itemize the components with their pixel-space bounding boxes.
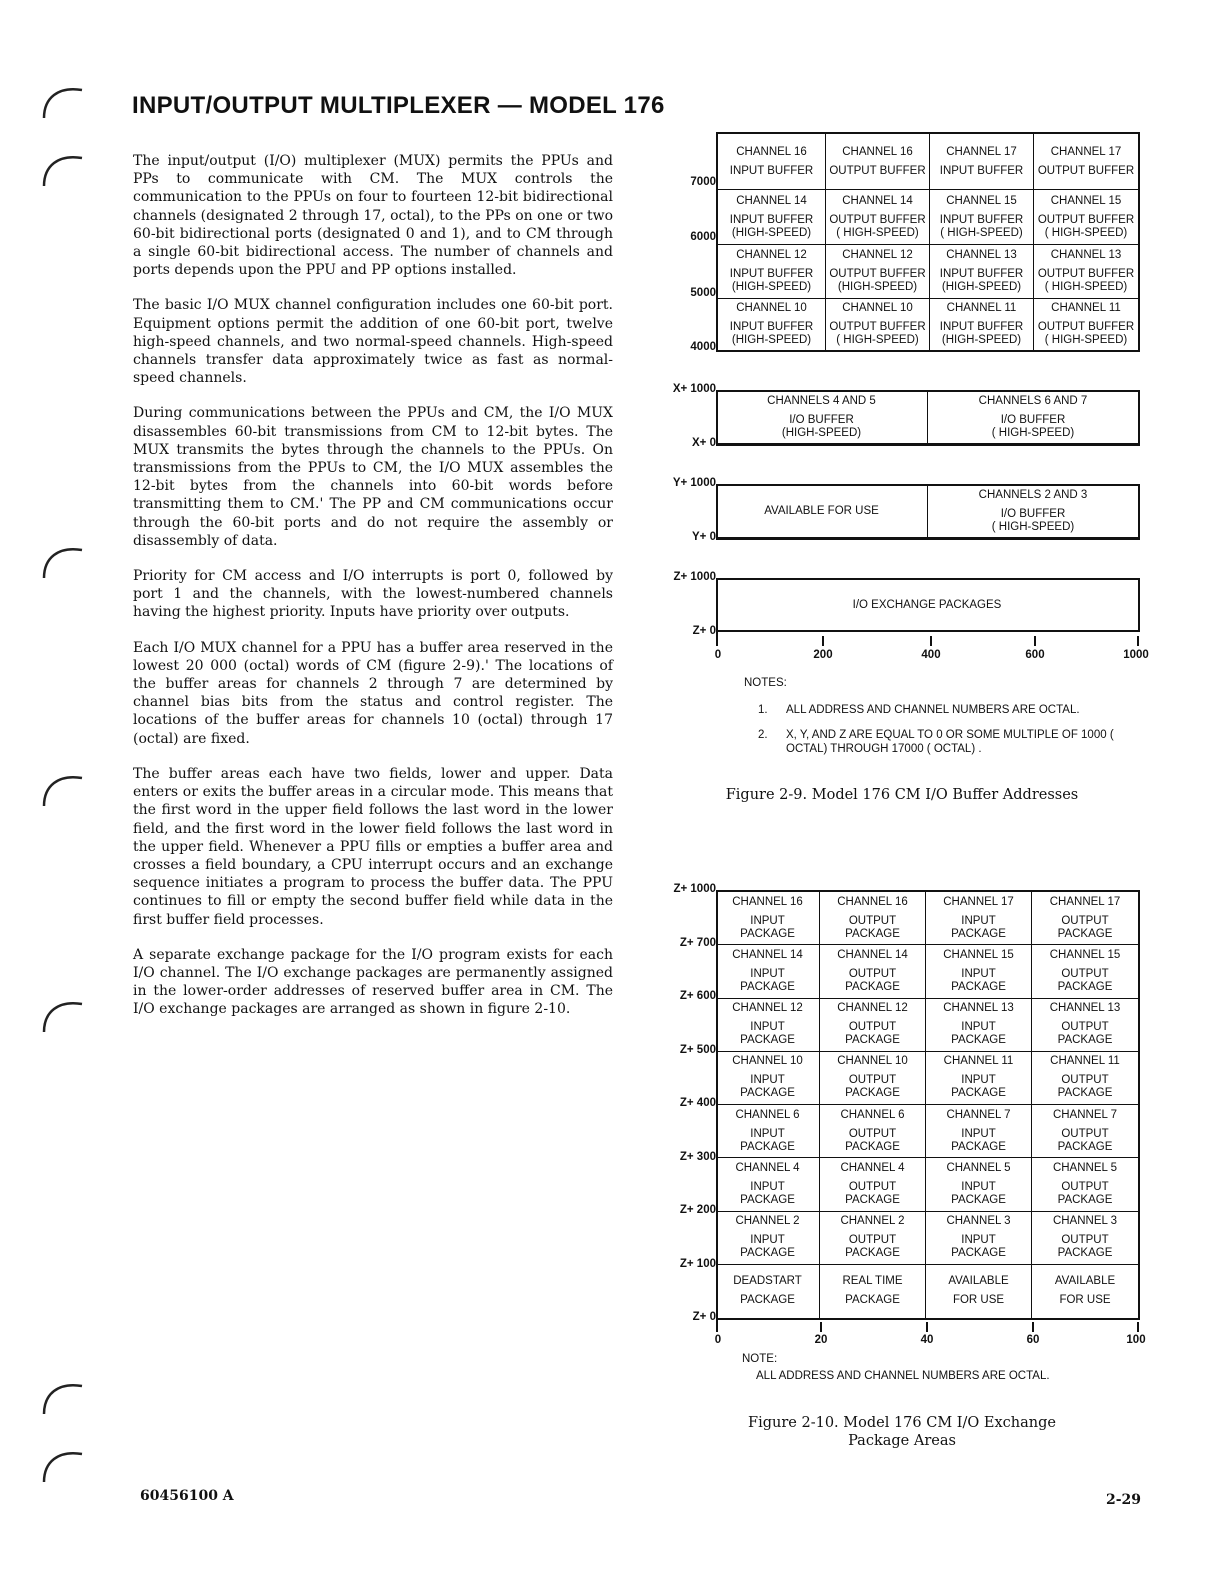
fig9-z-block [716,578,1140,632]
x-axis-tick [926,1322,928,1332]
note-number: 1. [758,704,768,716]
package-cell: CHANNEL 3 INPUT PACKAGE [926,1212,1032,1265]
fig10-note-title: NOTE: [742,1353,778,1365]
buffer-cell: CHANNEL 13 INPUT BUFFER (HIGH-SPEED) [930,245,1034,299]
buffer-cell: CHANNEL 16 OUTPUT BUFFER [826,134,930,190]
fig10-y-label: Z+ 300 [679,1151,716,1163]
buffer-cell: CHANNEL 15 INPUT BUFFER ( HIGH-SPEED) [930,190,1034,245]
buffer-cell: CHANNEL 17 INPUT BUFFER [930,134,1034,190]
package-cell: CHANNEL 16 OUTPUT PACKAGE [820,892,926,945]
page-number: 2-29 [1106,1492,1142,1508]
fig10-y-label: Z+ 0 [692,1311,716,1323]
fig9-y-block-label: Y+ 1000 [672,477,716,489]
package-cell: CHANNEL 16 INPUT PACKAGE [716,892,820,945]
fig9-z-label: Z+ 0 [692,625,716,637]
package-cell: CHANNEL 14 OUTPUT PACKAGE [820,945,926,998]
body-text [133,152,613,1036]
z-block-cell: I/O EXCHANGE PACKAGES [852,598,1002,611]
buffer-cell: CHANNEL 10 INPUT BUFFER (HIGH-SPEED) [718,299,826,350]
buffer-cell: CHANNEL 10 OUTPUT BUFFER ( HIGH-SPEED) [826,299,930,350]
x-block-cell: CHANNELS 6 AND 7 I/O BUFFER ( HIGH-SPEED) [928,392,1138,444]
x-axis-tick [1032,1322,1034,1332]
paragraph: Each I/O MUX channel for a PPU has a buffer area reserved in the lowest 20 000 (octal) words of CM (figure 2-9).' The locations of the buffer areas for channels 2 through 7 are determined by channel bias bits from the status and control register. The locations of the buffer areas for channels 10 (octal) through 17 (octal) are fixed. [133,639,613,747]
fig9-notes-title: NOTES: [744,677,787,689]
paragraph: The input/output (I/O) multiplexer (MUX) permits the PPUs and PPs to communicate with CM. The MUX controls the communication to the PPUs on four to fourteen 12-bit bidirectional channels (designated 2 through 17, octal), to the PPs on one or two 60-bit bidirectional ports (designated 0 and 1), and to CM through a single 60-bit bidirectional access. The number of channels and ports depends upon the PPU and PP options installed. [133,153,613,279]
package-cell: CHANNEL 2 INPUT PACKAGE [716,1212,820,1265]
package-cell: CHANNEL 6 OUTPUT PACKAGE [820,1105,926,1158]
punch-hole-mark [38,994,88,1034]
package-cell: CHANNEL 17 INPUT PACKAGE [926,892,1032,945]
x-axis-tick [1137,636,1139,646]
fig10-note-text: ALL ADDRESS AND CHANNEL NUMBERS ARE OCTAL. [756,1370,1050,1382]
y-block-cell: AVAILABLE FOR USE [716,486,928,538]
punch-hole-mark [38,148,88,188]
axis-line [716,1318,1140,1320]
fig9-y-label: 4000 [690,341,716,353]
fig9-x-block [716,390,1140,446]
buffer-cell: CHANNEL 17 OUTPUT BUFFER [1034,134,1138,190]
buffer-cell: CHANNEL 11 OUTPUT BUFFER ( HIGH-SPEED) [1037,302,1135,346]
document-number: 60456100 A [140,1488,234,1504]
x-axis-label: 40 [920,1334,934,1346]
fig9-x-label: X+ 0 [692,437,716,449]
buffer-cell: CHANNEL 12 INPUT BUFFER (HIGH-SPEED) [718,245,826,299]
buffer-cell: CHANNEL 14 OUTPUT BUFFER ( HIGH-SPEED) [826,190,930,245]
axis-line [716,484,718,540]
package-cell: CHANNEL 12 INPUT PACKAGE [716,999,820,1052]
fig9-x-label: X+ 1000 [672,383,716,395]
x-axis-label: 60 [1026,1334,1040,1346]
package-cell: CHANNEL 3 OUTPUT PACKAGE [1032,1212,1138,1265]
fig10-y-label: Z+ 500 [679,1044,716,1056]
x-axis-tick [1137,1322,1139,1332]
fig9-y-label: 5000 [690,287,716,299]
x-axis-label: 1000 [1123,649,1149,661]
punch-hole-mark [38,1444,88,1484]
buffer-cell: CHANNEL 15 OUTPUT BUFFER ( HIGH-SPEED) [1034,190,1138,245]
fig9-channel-buffer-grid [716,132,1140,352]
figure-caption: Figure 2-9. Model 176 CM I/O Buffer Addresses [725,787,1079,803]
figure-caption: Figure 2-10. Model 176 CM I/O Exchange Package Areas [748,1415,1056,1449]
axis-line [716,390,718,446]
package-cell: CHANNEL 7 INPUT PACKAGE [926,1105,1032,1158]
package-cell: CHANNEL 13 OUTPUT PACKAGE [1032,999,1138,1052]
package-cell: CHANNEL 12 OUTPUT PACKAGE [820,999,926,1052]
fig9-y-block [716,484,1140,540]
x-axis-tick [820,1322,822,1332]
package-cell: AVAILABLE FOR USE [1054,1275,1116,1307]
x-axis-tick [930,636,932,646]
x-axis-label: 400 [921,649,941,661]
package-cell: CHANNEL 13 INPUT PACKAGE [926,999,1032,1052]
package-cell: DEADSTART PACKAGE [716,1265,820,1318]
buffer-cell: CHANNEL 13 OUTPUT BUFFER ( HIGH-SPEED) [1034,245,1138,299]
paragraph: Priority for CM access and I/O interrupts is port 0, followed by port 1 and the channels, with the lowest-numbered channels having the highest priority. Inputs have priority over outputs. [133,568,613,621]
package-cell: CHANNEL 4 OUTPUT PACKAGE [820,1158,926,1211]
x-axis-tick [822,636,824,646]
fig9-z-label: Z+ 1000 [673,571,716,583]
paragraph: The buffer areas each have two fields, lower and upper. Data enters or exits the buffer areas in a circular mode. This means that the first word in the upper field follows the last word in the lower field, and the first word in the lower field follows the last word in the upper field. Whenever a PPU fills or empties a buffer area and crosses a field boundary, a CPU interrupt occurs and an exchange sequence initiates a program to process the buffer data. The PPU continues to fill or empty the second buffer field while data in the first buffer field processes. [133,765,613,928]
x-axis-label: 200 [813,649,833,661]
package-cell: CHANNEL 15 OUTPUT PACKAGE [1032,945,1138,998]
fig10-y-label: Z+ 700 [679,937,716,949]
x-axis-tick [1034,636,1036,646]
x-axis-label: 0 [714,649,722,661]
package-cell: CHANNEL 5 INPUT PACKAGE [926,1158,1032,1211]
package-cell: CHANNEL 17 OUTPUT PACKAGE [1032,892,1138,945]
note-number: 2. [758,729,768,741]
buffer-cell: CHANNEL 16 INPUT BUFFER [718,134,826,190]
fig10-y-label: Z+ 1000 [673,883,716,895]
fig10-y-label: Z+ 100 [679,1258,716,1270]
fig9-y-label: 7000 [690,176,716,188]
buffer-cell: CHANNEL 14 INPUT BUFFER (HIGH-SPEED) [718,190,826,245]
paragraph: During communications between the PPUs and CM, the I/O MUX disassembles 60-bit transmissions from CM to 12-bit bytes. The MUX transmits the bytes through the channels to the PPUs. On transmissions from the PPUs to CM, the I/O MUX assembles the 12-bit bytes from the channels into 60-bit words before transmitting them to CM.' The PP and CM communications occur through the 60-bit ports and do not require the assembly or disassembly of data. [133,405,613,549]
axis-line [716,578,718,646]
page-title: INPUT/OUTPUT MULTIPLEXER — MODEL 176 [132,92,665,119]
package-cell: CHANNEL 2 OUTPUT PACKAGE [820,1212,926,1265]
buffer-cell: CHANNEL 11 INPUT BUFFER (HIGH-SPEED) [930,299,1034,350]
fig10-y-label: Z+ 200 [679,1204,716,1216]
package-cell: CHANNEL 10 OUTPUT PACKAGE [820,1052,926,1105]
package-cell: CHANNEL 7 OUTPUT PACKAGE [1032,1105,1138,1158]
note-text: X, Y, AND Z ARE EQUAL TO 0 OR SOME MULTIPLE OF 1000 ( OCTAL) THROUGH 17000 ( OCTAL) . [786,729,1114,755]
package-cell: CHANNEL 6 INPUT PACKAGE [716,1105,820,1158]
fig10-exchange-package-grid [716,890,1140,1318]
package-cell: CHANNEL 14 INPUT PACKAGE [716,945,820,998]
package-cell: CHANNEL 5 OUTPUT PACKAGE [1032,1158,1138,1211]
package-cell: CHANNEL 4 INPUT PACKAGE [716,1158,820,1211]
package-cell: AVAILABLE FOR USE [926,1265,1032,1318]
x-axis-label: 600 [1025,649,1045,661]
paragraph: The basic I/O MUX channel configuration includes one 60-bit port. Equipment options permit the addition of one 60-bit port, twelve high-speed channels, and two normal-speed channels. High-speed channels transfer data approximately twice as fast as normal-speed channels. [133,297,613,387]
package-cell: CHANNEL 10 INPUT PACKAGE [716,1052,820,1105]
package-cell: CHANNEL 11 OUTPUT PACKAGE [1032,1052,1138,1105]
fig9-y-block-label: Y+ 0 [692,531,716,543]
package-cell: CHANNEL 11 INPUT PACKAGE [926,1052,1032,1105]
x-axis-label: 100 [1126,1334,1146,1346]
punch-hole-mark [38,80,88,120]
punch-hole-mark [38,540,88,580]
x-axis-label: 0 [714,1334,722,1346]
punch-hole-mark [38,1376,88,1416]
x-block-cell: CHANNELS 4 AND 5 I/O BUFFER (HIGH-SPEED) [716,392,928,444]
buffer-cell: CHANNEL 12 OUTPUT BUFFER (HIGH-SPEED) [826,245,930,299]
y-block-cell: CHANNELS 2 AND 3 I/O BUFFER ( HIGH-SPEED) [928,486,1138,538]
package-cell: REAL TIME PACKAGE [820,1265,926,1318]
fig10-y-label: Z+ 400 [679,1097,716,1109]
paragraph: A separate exchange package for the I/O program exists for each I/O channel. The I/O exchange packages are permanently assigned in the lower-order addresses of reserved buffer area in CM. The I/O exchange packages are arranged as shown in figure 2-10. [133,946,613,1018]
axis-line [716,890,718,1332]
punch-hole-mark [38,768,88,808]
fig9-y-label: 6000 [690,231,716,243]
note-text: ALL ADDRESS AND CHANNEL NUMBERS ARE OCTAL. [786,704,1080,716]
x-axis-label: 20 [814,1334,828,1346]
package-cell: CHANNEL 15 INPUT PACKAGE [926,945,1032,998]
fig10-y-label: Z+ 600 [679,990,716,1002]
